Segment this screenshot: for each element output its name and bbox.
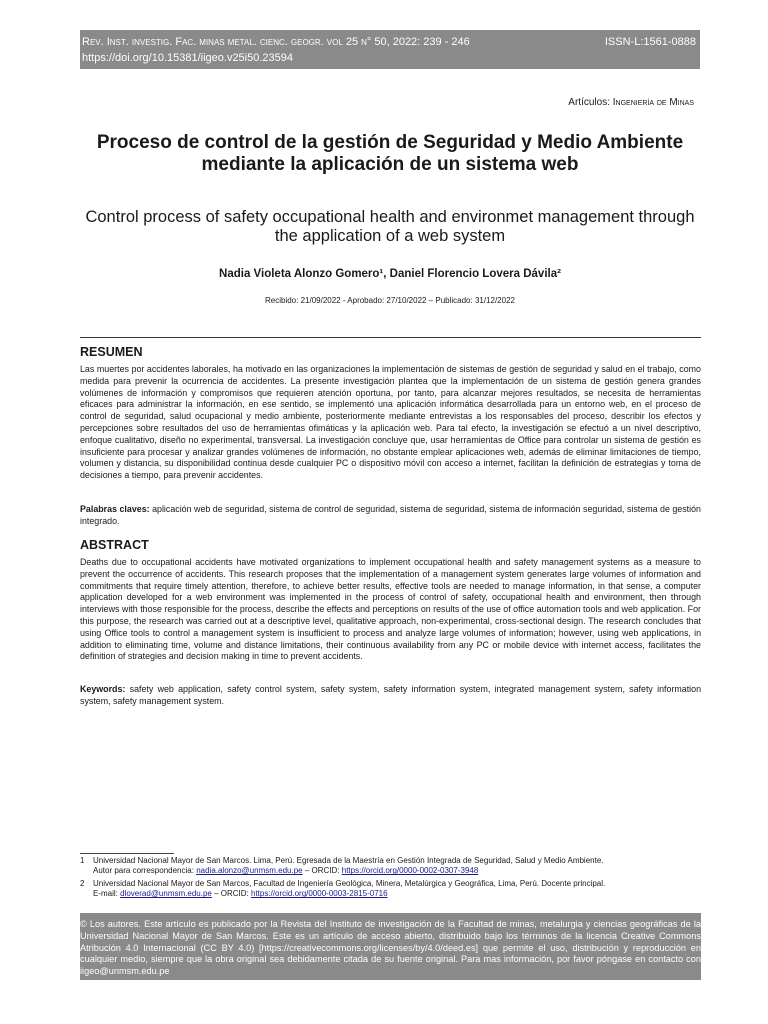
- footnote-1: [80, 856, 701, 877]
- title-english: Control process of safety occupational health and environmet management through the application of a web system: [85, 208, 695, 245]
- orcid-prefix: – ORCID:: [304, 866, 340, 876]
- journal-citation: Rev. Inst. investig. Fac. minas metal. cienc. geogr. vol 25 n° 50, 2022: 239 - 246: [82, 36, 470, 48]
- abstract-text: Deaths due to occupational accidents have motivated organizations to implement occupational health and safety management systems as a measure to prevent the occurrence of accidents. This research proposes that the implementation of a management system generates large volumes of information and commitments that require timely attention, therefore, to achieve better results, effective tools are needed to manage information, in that sense, a computer application developed for a web environment was implemented in the process of control of safety, occupational health and environment, then through interviews with those responsible for the process, describe the effects and perceptions on results of the use of office automation tools and web application. For this purpose, the research was carried out at a descriptive level, qualitative approach, non-experimental, cross-sectional design. The research concludes that using Office tools to control a management system is insufficient to process and analyze large volumes of information; however, using web applications, in addition to eliminating time, volume and distance limitations, their continuous availability from any PC or mobile device with internet access, facilitates the definition of strategies and decision making in time to prevent accidents.: [80, 557, 701, 662]
- footnote-contact: [93, 866, 701, 876]
- footnote-affiliation: Universidad Nacional Mayor de San Marcos. Lima, Perú. Egresada de la Maestría en Gestión Integrada de Seguridad, Salud y Medio Ambiente.: [93, 856, 604, 865]
- orcid-prefix: – ORCID:: [214, 889, 249, 899]
- footnotes: [80, 856, 701, 900]
- resumen-keywords: [80, 504, 701, 528]
- keywords-es: aplicación web de seguridad, sistema de control de seguridad, sistema de seguridad, sistema de información seguridad, sistema de gestión integrado.: [80, 504, 701, 526]
- section-label: Artículos:: [568, 97, 610, 108]
- title-spanish: Proceso de control de la gestión de Seguridad y Medio Ambiente mediante la aplicación de un sistema web: [96, 132, 684, 175]
- issn-label: ISSN-L:1561-0888: [604, 36, 696, 48]
- authors-line: Nadia Violeta Alonzo Gomero¹, Daniel Florencio Lovera Dávila²: [219, 268, 561, 280]
- footnote-number: 1: [80, 856, 85, 865]
- orcid-link[interactable]: https://orcid.org/0000-0003-2815-0716: [251, 889, 388, 899]
- footnote-number: 2: [80, 878, 85, 888]
- section-tag: [568, 97, 694, 108]
- divider-rule: [80, 337, 701, 338]
- abstract-keywords: [80, 684, 701, 708]
- contact-prefix: Autor para correspondencia:: [93, 866, 194, 876]
- footnote-rule: [80, 853, 174, 854]
- abstract-heading: ABSTRACT: [80, 538, 149, 552]
- keywords-label-en: Keywords:: [80, 684, 126, 694]
- doi-link[interactable]: https://doi.org/10.15381/iigeo.v25i50.23594: [82, 52, 293, 64]
- email-link[interactable]: dloverad@unmsm.edu.pe: [120, 889, 212, 899]
- section-name: Ingeniería de Minas: [612, 97, 694, 108]
- contact-prefix: E-mail:: [93, 889, 118, 899]
- footnote-contact: [93, 889, 701, 899]
- license-band: © Los autores. Este artículo es publicado por la Revista del Instituto de investigación de la Facultad de minas, metalurgia y ciencias geográficas de la Universidad Nacional Mayor de San Marcos. Este es un artículo de acceso abierto, distribuido bajo los términos de la licencia Creative Commons Atribución 4.0 Internacional (CC BY 4.0) [https://creativecommons.org/licenses/by/4.0/deed.es] que permite el uso, distribución y reproducción en cualquier medio, siempre que la obra original sea debidamente citada de su fuente original. Para mas información, por favor póngase en contacto con iigeo@unmsm.edu.pe: [80, 913, 701, 980]
- dates-line: Recibido: 21/09/2022 - Aprobado: 27/10/2022 – Publicado: 31/12/2022: [265, 296, 515, 305]
- footnote-2: [80, 879, 701, 900]
- journal-header-band: [80, 30, 700, 69]
- keywords-en: safety web application, safety control system, safety system, safety information system, integrated management system, safety information system, safety management system.: [80, 684, 702, 706]
- resumen-text: Las muertes por accidentes laborales, ha motivado en las organizaciones la implementación de sistemas de gestión de seguridad y salud en el trabajo, como medida para prevenir la ocurrencia de accidentes. La presente investigación plantea que la implementación de un sistema de gestión genera grandes volúmenes de información y compromisos que requieren atención oportuna, por tanto, para alcanzar mejores resultados, se necesita de herramientas eficaces para administrar la información, en ese sentido, se implementó una aplicación informática desarrollada para un entorno web, en el proceso de control de seguridad, salud ocupacional y medio ambiente, posteriormente mediante entrevistas a los responsables del proceso, describir los efectos y percepciones sobre resultados del uso de herramientas ofimáticas y la aplicación web. Para tal efecto, la investigación se efectuó a un nivel descriptivo, enfoque cualitativo, diseño no experimental, transversal. La investigación concluye que, usar herramientas de Office para controlar un sistema de gestión es insuficiente para procesar y analizar grandes volúmenes de información, no obstante emplear aplicaciones web, además de eliminar limitaciones de tiempo, volumen y distancia, su disponibilidad continua desde cualquier PC o dispositivo móvil con acceso a internet, facilitan la definición de estrategias y toma de decisiones a tiempo, para prevenir accidentes.: [80, 364, 701, 481]
- footnote-affiliation: Universidad Nacional Mayor de San Marcos, Facultad de Ingeniería Geológica, Minera, Metalúrgica y Geográfica, Lima, Perú. Docente principal.: [93, 878, 606, 888]
- resumen-heading: RESUMEN: [80, 345, 143, 359]
- keywords-label-es: Palabras claves:: [80, 504, 150, 514]
- orcid-link[interactable]: https://orcid.org/0000-0002-0307-3948: [341, 866, 479, 876]
- email-link[interactable]: nadia.alonzo@unmsm.edu.pe: [196, 866, 303, 876]
